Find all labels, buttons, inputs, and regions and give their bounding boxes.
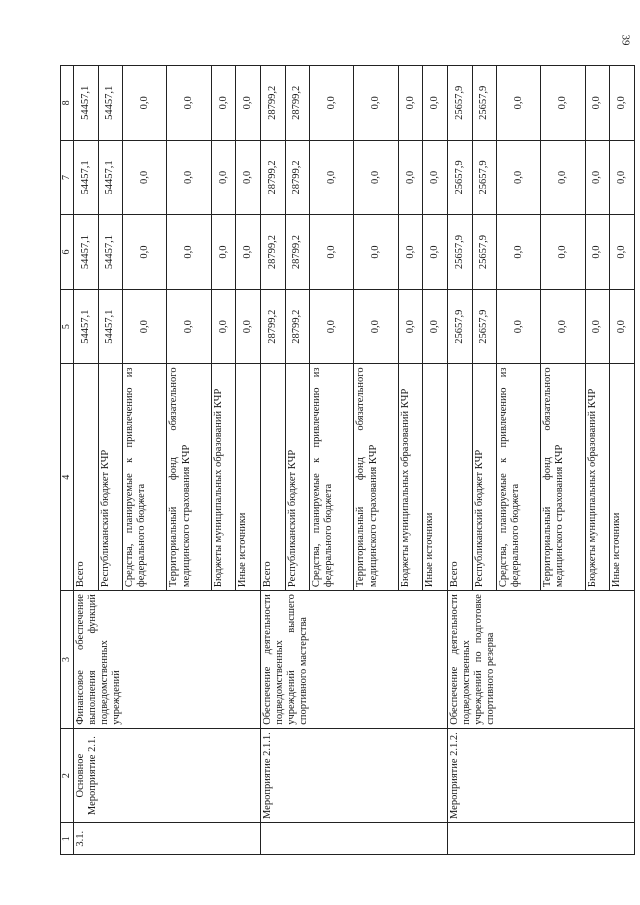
amount-cell: 0,0 bbox=[398, 66, 423, 141]
funding-source: Республиканский бюджет КЧР bbox=[98, 364, 123, 591]
amount-cell: 0,0 bbox=[211, 289, 236, 364]
amount-cell: 54457,1 bbox=[98, 140, 123, 215]
col-number: 8 bbox=[61, 66, 74, 141]
row-measure-title: Обеспечение деятельности подведомственных учреждений по подготовке спортивного резерва bbox=[447, 591, 634, 729]
page-number: 39 bbox=[619, 34, 632, 46]
amount-cell: 0,0 bbox=[236, 66, 261, 141]
amount-cell: 0,0 bbox=[123, 215, 167, 290]
amount-cell: 0,0 bbox=[236, 215, 261, 290]
amount-cell: 0,0 bbox=[167, 289, 211, 364]
amount-cell: 0,0 bbox=[541, 215, 585, 290]
row-measure-type: Основное Мероприятие 2.1. bbox=[74, 728, 261, 823]
amount-cell: 0,0 bbox=[310, 215, 354, 290]
funding-source: Средства, планируемые к привлечению из федерального бюджета bbox=[497, 364, 541, 591]
col-number: 3 bbox=[61, 591, 74, 729]
funding-source: Иные источники bbox=[610, 364, 635, 591]
amount-cell: 0,0 bbox=[398, 215, 423, 290]
amount-cell: 28799,2 bbox=[285, 289, 310, 364]
amount-cell: 28799,2 bbox=[285, 140, 310, 215]
amount-cell: 0,0 bbox=[423, 289, 448, 364]
amount-cell: 54457,1 bbox=[98, 66, 123, 141]
amount-cell: 0,0 bbox=[211, 66, 236, 141]
amount-cell: 0,0 bbox=[610, 215, 635, 290]
amount-cell: 25657,9 bbox=[472, 140, 497, 215]
amount-cell: 25657,9 bbox=[472, 289, 497, 364]
funding-source: Территориальный фонд обязательного медицинского страхования КЧР bbox=[354, 364, 398, 591]
col-number: 2 bbox=[61, 728, 74, 823]
amount-cell: 54457,1 bbox=[98, 215, 123, 290]
amount-cell: 0,0 bbox=[497, 215, 541, 290]
row-code: 3.1. bbox=[74, 823, 261, 855]
col-number: 7 bbox=[61, 140, 74, 215]
amount-cell: 54457,1 bbox=[74, 215, 99, 290]
amount-cell: 0,0 bbox=[497, 66, 541, 141]
amount-cell: 25657,9 bbox=[447, 289, 472, 364]
amount-cell: 0,0 bbox=[167, 215, 211, 290]
amount-cell: 25657,9 bbox=[472, 215, 497, 290]
table-row bbox=[260, 66, 285, 855]
funding-source: Бюджеты муниципальных образований КЧР bbox=[211, 364, 236, 591]
amount-cell: 0,0 bbox=[610, 289, 635, 364]
amount-cell: 0,0 bbox=[497, 289, 541, 364]
funding-source: Иные источники bbox=[423, 364, 448, 591]
amount-cell: 28799,2 bbox=[260, 140, 285, 215]
amount-cell: 0,0 bbox=[398, 140, 423, 215]
funding-source: Средства, планируемые к привлечению из федерального бюджета bbox=[310, 364, 354, 591]
funding-source: Бюджеты муниципальных образований КЧР bbox=[398, 364, 423, 591]
amount-cell: 25657,9 bbox=[447, 66, 472, 141]
funding-source: Республиканский бюджет КЧР bbox=[472, 364, 497, 591]
rotated-sheet bbox=[60, 65, 635, 855]
amount-cell: 0,0 bbox=[211, 140, 236, 215]
amount-cell: 0,0 bbox=[354, 289, 398, 364]
amount-cell: 0,0 bbox=[423, 215, 448, 290]
amount-cell: 25657,9 bbox=[447, 215, 472, 290]
amount-cell: 54457,1 bbox=[74, 289, 99, 364]
funding-source: Всего bbox=[74, 364, 99, 591]
column-number-row bbox=[61, 66, 74, 855]
col-number: 1 bbox=[61, 823, 74, 855]
amount-cell: 0,0 bbox=[167, 140, 211, 215]
financing-table bbox=[60, 65, 635, 855]
amount-cell: 54457,1 bbox=[74, 66, 99, 141]
amount-cell: 28799,2 bbox=[260, 289, 285, 364]
amount-cell: 0,0 bbox=[585, 215, 610, 290]
amount-cell: 0,0 bbox=[541, 289, 585, 364]
col-number: 6 bbox=[61, 215, 74, 290]
amount-cell: 0,0 bbox=[354, 215, 398, 290]
amount-cell: 0,0 bbox=[423, 140, 448, 215]
amount-cell: 0,0 bbox=[211, 215, 236, 290]
amount-cell: 0,0 bbox=[236, 289, 261, 364]
amount-cell: 0,0 bbox=[123, 66, 167, 141]
amount-cell: 0,0 bbox=[354, 140, 398, 215]
row-measure-title: Финансовое обеспечение выполнения функций подведомственных учреждений bbox=[74, 591, 261, 729]
amount-cell: 28799,2 bbox=[260, 66, 285, 141]
funding-source: Средства, планируемые к привлечению из федерального бюджета bbox=[123, 364, 167, 591]
amount-cell: 0,0 bbox=[610, 140, 635, 215]
funding-source: Иные источники bbox=[236, 364, 261, 591]
funding-source: Территориальный фонд обязательного медицинского страхования КЧР bbox=[541, 364, 585, 591]
amount-cell: 28799,2 bbox=[285, 215, 310, 290]
funding-source: Бюджеты муниципальных образований КЧР bbox=[585, 364, 610, 591]
amount-cell: 0,0 bbox=[585, 140, 610, 215]
amount-cell: 0,0 bbox=[585, 289, 610, 364]
amount-cell: 0,0 bbox=[610, 66, 635, 141]
amount-cell: 28799,2 bbox=[285, 66, 310, 141]
amount-cell: 0,0 bbox=[310, 66, 354, 141]
amount-cell: 0,0 bbox=[423, 66, 448, 141]
table-row bbox=[74, 66, 99, 855]
funding-source: Республиканский бюджет КЧР bbox=[285, 364, 310, 591]
amount-cell: 25657,9 bbox=[447, 140, 472, 215]
table-row bbox=[447, 66, 472, 855]
col-number: 5 bbox=[61, 289, 74, 364]
amount-cell: 0,0 bbox=[236, 140, 261, 215]
row-measure-type: Мероприятие 2.1.1. bbox=[260, 728, 447, 823]
amount-cell: 0,0 bbox=[123, 140, 167, 215]
row-code bbox=[447, 823, 634, 855]
funding-source: Территориальный фонд обязательного медицинского страхования КЧР bbox=[167, 364, 211, 591]
funding-source: Всего bbox=[260, 364, 285, 591]
amount-cell: 0,0 bbox=[354, 66, 398, 141]
amount-cell: 0,0 bbox=[541, 66, 585, 141]
funding-source: Всего bbox=[447, 364, 472, 591]
row-measure-type: Мероприятие 2.1.2. bbox=[447, 728, 634, 823]
row-measure-title: Обеспечение деятельности подведомственных учреждений высшего спортивного мастерства bbox=[260, 591, 447, 729]
col-number: 4 bbox=[61, 364, 74, 591]
row-code bbox=[260, 823, 447, 855]
amount-cell: 0,0 bbox=[123, 289, 167, 364]
amount-cell: 54457,1 bbox=[98, 289, 123, 364]
amount-cell: 0,0 bbox=[398, 289, 423, 364]
amount-cell: 0,0 bbox=[541, 140, 585, 215]
amount-cell: 0,0 bbox=[310, 140, 354, 215]
amount-cell: 54457,1 bbox=[74, 140, 99, 215]
amount-cell: 0,0 bbox=[585, 66, 610, 141]
amount-cell: 28799,2 bbox=[260, 215, 285, 290]
amount-cell: 0,0 bbox=[167, 66, 211, 141]
amount-cell: 0,0 bbox=[497, 140, 541, 215]
amount-cell: 0,0 bbox=[310, 289, 354, 364]
amount-cell: 25657,9 bbox=[472, 66, 497, 141]
